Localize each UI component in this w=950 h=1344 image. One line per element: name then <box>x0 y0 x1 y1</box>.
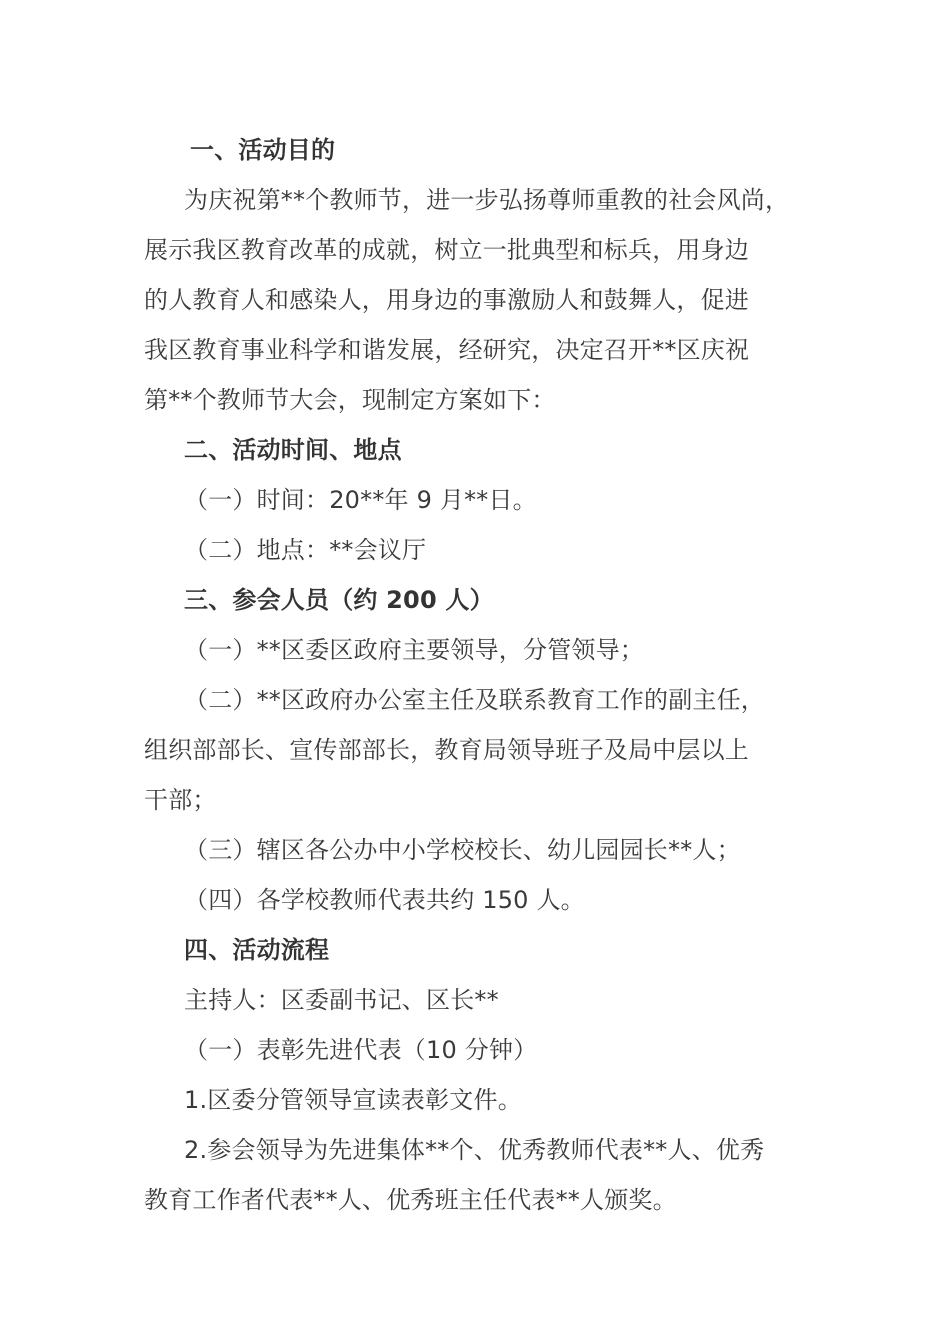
attendee-item-4: （四）各学校教师代表共约 150 人。 <box>184 886 585 914</box>
time-line: （一）时间：20**年 9 月**日。 <box>184 486 537 514</box>
process-step-2-cont: 教育工作者代表**人、优秀班主任代表**人颁奖。 <box>144 1186 677 1214</box>
section-heading-purpose: 一、活动目的 <box>190 136 336 164</box>
paragraph-line: 的人教育人和感染人，用身边的事激励人和鼓舞人，促进 <box>144 286 749 314</box>
document-body <box>144 125 834 1225</box>
attendee-item-1: （一）**区委区政府主要领导，分管领导； <box>184 636 644 664</box>
section-heading-process: 四、活动流程 <box>184 936 330 964</box>
process-subsection: （一）表彰先进代表（10 分钟） <box>184 1036 538 1064</box>
paragraph-line: 为庆祝第**个教师节，进一步弘扬尊师重教的社会风尚， <box>184 186 790 214</box>
section-heading-attendees: 三、参会人员（约 200 人） <box>184 586 494 614</box>
paragraph-line: 第**个教师节大会，现制定方案如下： <box>144 386 556 414</box>
process-step-2: 2.参会领导为先进集体**个、优秀教师代表**人、优秀 <box>184 1136 765 1164</box>
paragraph-line: 我区教育事业科学和谐发展，经研究，决定召开**区庆祝 <box>144 336 750 364</box>
attendee-item-2-cont: 组织部部长、宣传部部长，教育局领导班子及局中层以上 <box>144 736 749 764</box>
attendee-item-2-cont: 干部； <box>144 786 217 814</box>
attendee-item-2: （二）**区政府办公室主任及联系教育工作的副主任， <box>184 686 765 714</box>
attendee-item-3: （三）辖区各公办中小学校校长、幼儿园园长**人； <box>184 836 741 864</box>
place-line: （二）地点：**会议厅 <box>184 536 427 564</box>
host-line: 主持人：区委副书记、区长** <box>184 986 499 1014</box>
paragraph-line: 展示我区教育改革的成就，树立一批典型和标兵，用身边 <box>144 236 749 264</box>
section-heading-time-place: 二、活动时间、地点 <box>184 436 402 464</box>
process-step-1: 1.区委分管领导宣读表彰文件。 <box>184 1086 522 1114</box>
